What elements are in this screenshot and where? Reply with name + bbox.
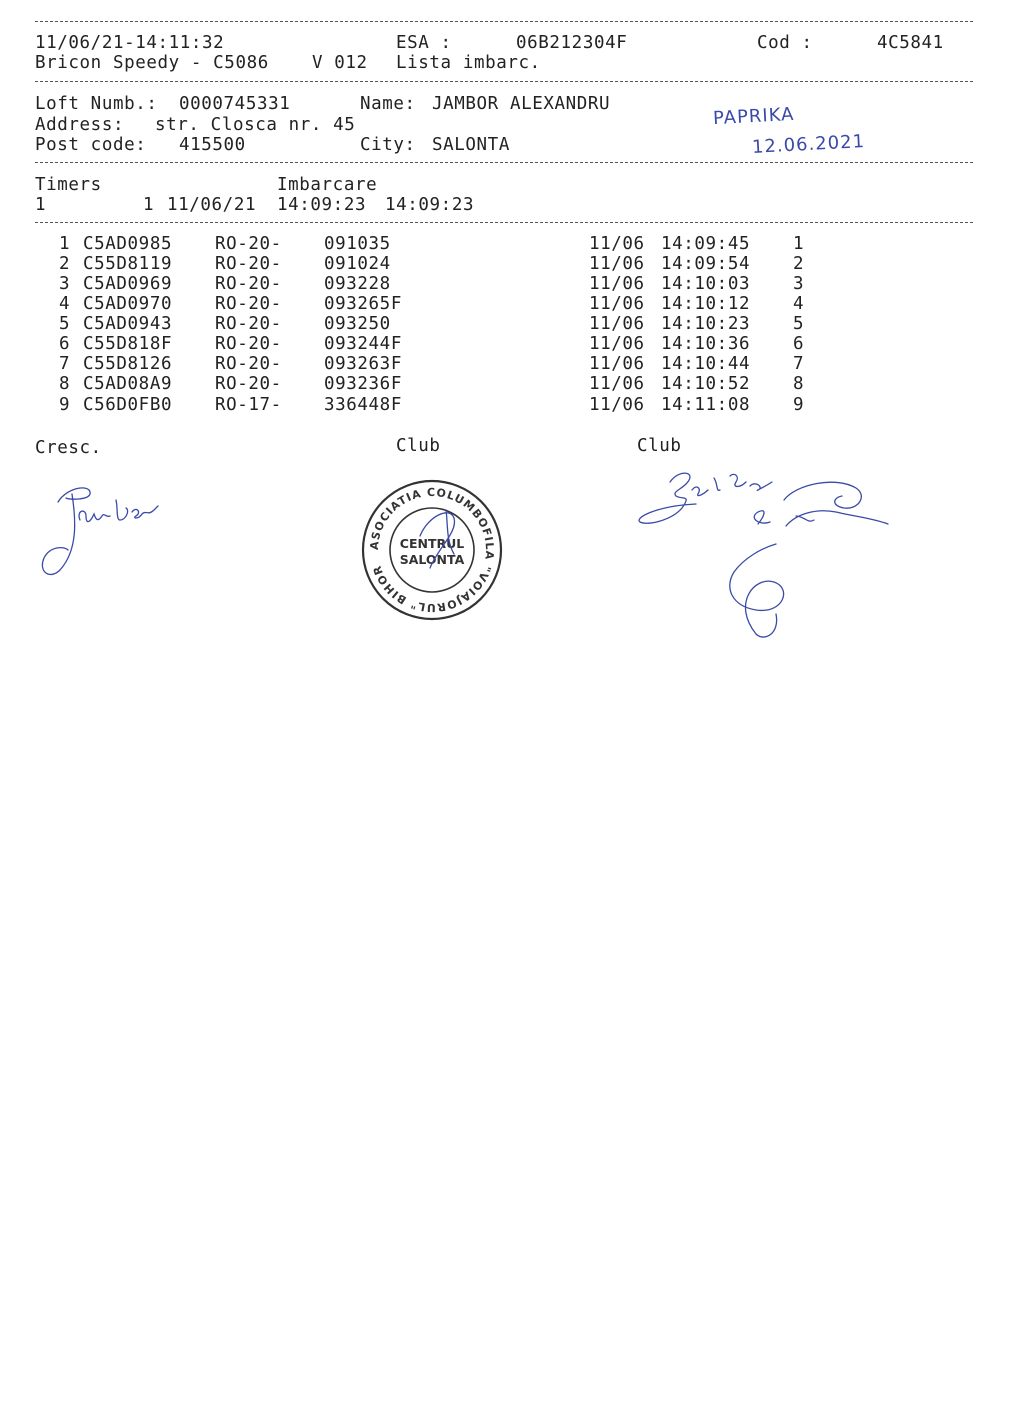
- bird-date: 11/06: [589, 374, 645, 394]
- club-stamp: [358, 476, 506, 624]
- cresc-label: Cresc.: [35, 438, 102, 458]
- bird-date: 11/06: [589, 294, 645, 314]
- bird-ring-prefix: RO-20-: [215, 274, 282, 294]
- timer-end: 14:09:23: [385, 195, 475, 215]
- stamp-outer-text: ASOCIATIA COLUMBOFILA "VOIAJORUL" BIHOR: [367, 485, 497, 615]
- timer-date: 11/06/21: [167, 195, 257, 215]
- postcode-value: 415500: [179, 135, 246, 155]
- bird-ring-prefix: RO-20-: [215, 374, 282, 394]
- bird-no: 2: [59, 254, 71, 274]
- separator-line: [35, 81, 973, 82]
- bird-no: 5: [59, 314, 71, 334]
- bird-ring-prefix: RO-20-: [215, 354, 282, 374]
- bird-no: 1: [59, 234, 71, 254]
- table-row: [0, 234, 1024, 254]
- handwritten-note-line1: PAPRIKA: [712, 103, 795, 130]
- bird-chip: C55D8126: [83, 354, 173, 374]
- bird-date: 11/06: [589, 254, 645, 274]
- list-title: Lista imbarc.: [396, 53, 541, 73]
- separator-line: [35, 21, 973, 22]
- bird-chip: C5AD0985: [83, 234, 173, 254]
- bird-pos: 7: [793, 354, 805, 374]
- bird-time: 14:10:52: [661, 374, 751, 394]
- city-label: City:: [360, 135, 416, 155]
- bird-time: 14:09:45: [661, 234, 751, 254]
- bird-pos: 4: [793, 294, 805, 314]
- bird-pos: 8: [793, 374, 805, 394]
- bird-time: 14:09:54: [661, 254, 751, 274]
- bird-ring-prefix: RO-20-: [215, 254, 282, 274]
- bird-ring-no: 093228: [324, 274, 391, 294]
- bird-ring-prefix: RO-20-: [215, 314, 282, 334]
- table-row: [0, 254, 1024, 274]
- bird-no: 4: [59, 294, 71, 314]
- bird-date: 11/06: [589, 274, 645, 294]
- cod-label: Cod :: [757, 33, 813, 53]
- bird-chip: C55D8119: [83, 254, 173, 274]
- bird-pos: 6: [793, 334, 805, 354]
- breeder-signature: [30, 480, 180, 580]
- bird-time: 14:11:08: [661, 395, 751, 415]
- table-row: [0, 334, 1024, 354]
- bird-time: 14:10:03: [661, 274, 751, 294]
- bird-ring-prefix: RO-20-: [215, 334, 282, 354]
- stamp-center-line1: CENTRUL: [399, 536, 465, 551]
- bird-ring-no: 091024: [324, 254, 391, 274]
- esa-value: 06B212304F: [516, 33, 628, 53]
- bird-chip: C56D0FB0: [83, 395, 173, 415]
- loft-number-label: Loft Numb.:: [35, 94, 158, 114]
- bird-date: 11/06: [589, 314, 645, 334]
- bird-no: 9: [59, 395, 71, 415]
- bird-ring-prefix: RO-20-: [215, 234, 282, 254]
- address-label: Address:: [35, 115, 125, 135]
- bird-no: 3: [59, 274, 71, 294]
- bird-ring-no: 093244F: [324, 334, 402, 354]
- bird-chip: C5AD08A9: [83, 374, 173, 394]
- table-row: [0, 274, 1024, 294]
- bird-time: 14:10:23: [661, 314, 751, 334]
- timers-label: Timers: [35, 175, 102, 195]
- bird-ring-no: 093265F: [324, 294, 402, 314]
- handwritten-note-line2: 12.06.2021: [751, 131, 866, 158]
- bird-no: 8: [59, 374, 71, 394]
- bird-chip: C5AD0969: [83, 274, 173, 294]
- bird-ring-prefix: RO-17-: [215, 395, 282, 415]
- bird-ring-prefix: RO-20-: [215, 294, 282, 314]
- bird-chip: C5AD0943: [83, 314, 173, 334]
- timer-index: 1: [35, 195, 47, 215]
- timer-count: 1: [143, 195, 155, 215]
- club-label-1: Club: [396, 436, 441, 456]
- bird-time: 14:10:36: [661, 334, 751, 354]
- club-label-2: Club: [637, 436, 682, 456]
- bird-chip: C5AD0970: [83, 294, 173, 314]
- bird-date: 11/06: [589, 395, 645, 415]
- bird-ring-no: 336448F: [324, 395, 402, 415]
- separator-line: [35, 222, 973, 223]
- bird-pos: 3: [793, 274, 805, 294]
- stamp-center-line2: SALONTA: [399, 552, 465, 567]
- table-row: [0, 354, 1024, 374]
- bird-time: 14:10:44: [661, 354, 751, 374]
- bird-time: 14:10:12: [661, 294, 751, 314]
- bird-date: 11/06: [589, 334, 645, 354]
- table-row: [0, 294, 1024, 314]
- timer-start: 14:09:23: [277, 195, 367, 215]
- loft-number-value: 0000745331: [179, 94, 291, 114]
- name-value: JAMBOR ALEXANDRU: [432, 94, 611, 114]
- bird-ring-no: 093250: [324, 314, 391, 334]
- bird-no: 6: [59, 334, 71, 354]
- club-signatures: [636, 464, 898, 644]
- cod-value: 4C5841: [877, 33, 944, 53]
- postcode-label: Post code:: [35, 135, 147, 155]
- program-name: Bricon Speedy - C5086: [35, 53, 269, 73]
- bird-date: 11/06: [589, 234, 645, 254]
- bird-date: 11/06: [589, 354, 645, 374]
- name-label: Name:: [360, 94, 416, 114]
- separator-line: [35, 162, 973, 163]
- address-value: str. Closca nr. 45: [155, 115, 356, 135]
- table-row: [0, 395, 1024, 415]
- bird-pos: 5: [793, 314, 805, 334]
- city-value: SALONTA: [432, 135, 510, 155]
- table-row: [0, 374, 1024, 394]
- bird-chip: C55D818F: [83, 334, 173, 354]
- bird-ring-no: 093263F: [324, 354, 402, 374]
- program-version: V 012: [312, 53, 368, 73]
- table-row: [0, 314, 1024, 334]
- bird-no: 7: [59, 354, 71, 374]
- bird-ring-no: 093236F: [324, 374, 402, 394]
- esa-label: ESA :: [396, 33, 452, 53]
- bird-ring-no: 091035: [324, 234, 391, 254]
- bird-pos: 2: [793, 254, 805, 274]
- imbarcare-label: Imbarcare: [277, 175, 378, 195]
- bird-pos: 1: [793, 234, 805, 254]
- print-datetime: 11/06/21-14:11:32: [35, 33, 225, 53]
- bird-pos: 9: [793, 395, 805, 415]
